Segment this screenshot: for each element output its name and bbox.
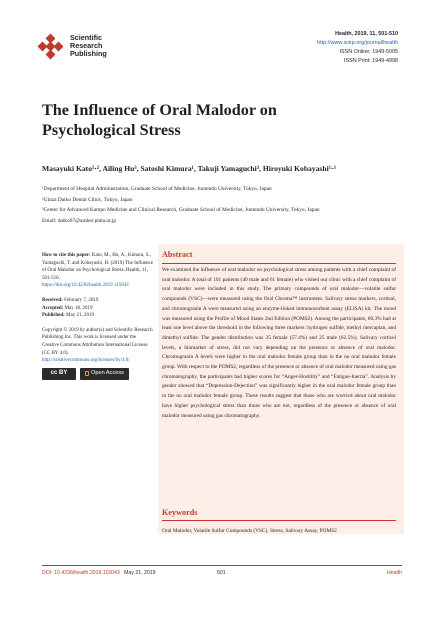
open-access-badge[interactable] [80,368,129,380]
cite-text: Kato, M., Hu, A., Kimura, S., Yamaguchi, T. and Kobayashi, H. (2019) The Influence of Oral Malodor on Psychological Stress. Health, 11, 501-510. [42,253,153,281]
keywords-heading: Keywords [162,508,198,517]
title-line: The Influence of Oral Malodor on [42,101,277,119]
accepted-date: May 18, 2019 [64,305,93,311]
title-line: Psychological Stress [42,121,181,139]
license-link[interactable]: http://creativecommons.org/licenses/by/4.0/ [42,358,130,364]
citation-block [42,252,154,290]
cite-doi-link[interactable]: https://doi.org/10.4236/health.2019.115043 [42,283,129,289]
copyright-block [42,327,154,380]
open-lock-icon [85,371,89,376]
publisher-logo-icon [36,34,66,64]
footer-doi [42,570,156,576]
abstract-divider [162,263,396,264]
abstract-heading: Abstract [162,250,193,259]
keywords-text: Oral Malodor, Volatile Sulfur Compounds (VSC), Stress, Salivary Assay, POMS2 [162,528,337,534]
footer-journal: Health [387,570,402,576]
cc-by-badge-icon[interactable]: cc BY [42,368,76,380]
received-label: Received: [42,297,63,303]
paper-title [42,100,402,140]
affiliation-item: ³Center for Advanced Kampo Medicine and Clinical Research, Graduate School of Medicine, Juntendo University, Tokyo, Japan [42,207,320,214]
published-label: Published: [42,313,65,319]
publisher-line: Scientific [70,33,102,42]
received-row [42,297,154,305]
published-date: May 21, 2019 [66,313,94,319]
dates-block [42,297,154,320]
received-date: February 7, 2019 [64,297,99,303]
page-number: 501 [217,570,226,576]
journal-reference: Health, 2019, 11, 501-510 [335,31,398,37]
open-access-label: Open Access [91,369,124,376]
publisher-line: Publishing [70,49,107,59]
issn-online: ISSN Online: 1949-5005 [339,49,398,55]
author-list: Masayuki Kato¹·², Ailing Hu³, Satoshi Kimura¹, Takuji Yamaguchi³, Hiroyuki Kobayashi¹·³ [42,164,336,173]
accepted-row [42,305,154,313]
cite-label: How to cite this paper: [42,253,91,258]
publisher-name [70,34,107,59]
footer-divider [42,565,402,566]
published-row [42,312,154,320]
footer-date: May 21, 2019 [124,570,156,576]
sidebar [42,252,154,387]
copyright-text: Copyright © 2019 by author(s) and Scientific Research Publishing Inc. This work is licensed under the Creative Commons Attribution International License (CC BY 4.0). [42,327,153,356]
affiliation-item: ²Ginza Daiko Dental Clinic, Tokyo, Japan [42,196,133,203]
page-header [0,0,440,62]
accepted-label: Accepted: [42,305,64,311]
keywords-divider [162,520,396,521]
abstract-text: We examined the influence of oral malodor on psychological stress among patients with a chief complaint of oral malodor. A total of 101 patients (40 male and 61 female) who visited our clinic with a chief complaint of oral malodor were included in this study. The primary compounds of oral malodor—volatile sulfur compounds (VSC)—were measured using the Oral Chroma™ instrument. Salivary stress markers, cortisol, and chromogranin A were measured using an enzyme-linked immunosorbent assay (ELISA) kit. The mood was measured using the Profile of Mood States 2nd Edition (POMS2). Among the participants, 60.3% had at least one level above the threshold in the following three markers: hydrogen sulfide, methyl mercaptan, and dimethyl sulfide. The gender distribution was 35 female (57.4%) and 25 male (62.5%). Salivary cortisol levels, a biomarker of stress, did not vary depending on the presence or absence of oral malodor. Chromogranin A levels were higher in the oral malodor female group than in the no oral malodor female group. With respect to the POMS2, regardless of the presence or absence of oral malodor measured using gas chromatography, the participants had higher scores for “Anger-Hostility” and “Fatigue-Inertia”. Analysis by gender showed that “Depression-Dejection” was significantly higher in the oral malodor female group than in the no oral malodor female group. These results suggest that those who are worried about oral malodor have higher psychological stress than those who are not, regardless of the presence or absence of oral malodor measured using gas chromatography. [162,267,396,419]
page-footer [42,570,402,580]
license-badges [42,368,154,380]
journal-url-link[interactable]: http://www.scirp.org/journal/health [317,40,398,46]
affiliation-item: ¹Department of Hospital Administration, Graduate School of Medicine, Juntendo University, Tokyo, Japan [42,186,272,192]
journal-meta [317,30,398,66]
issn-print: ISSN Print: 1949-4998 [344,58,398,64]
contact-email[interactable]: Email: daiko67@amber.plala.or.jp [42,217,117,224]
footer-doi-text: DOI: 10.4236/health.2019.115043 [42,570,120,576]
affiliations [42,184,402,226]
publisher-line: Research [70,41,103,51]
